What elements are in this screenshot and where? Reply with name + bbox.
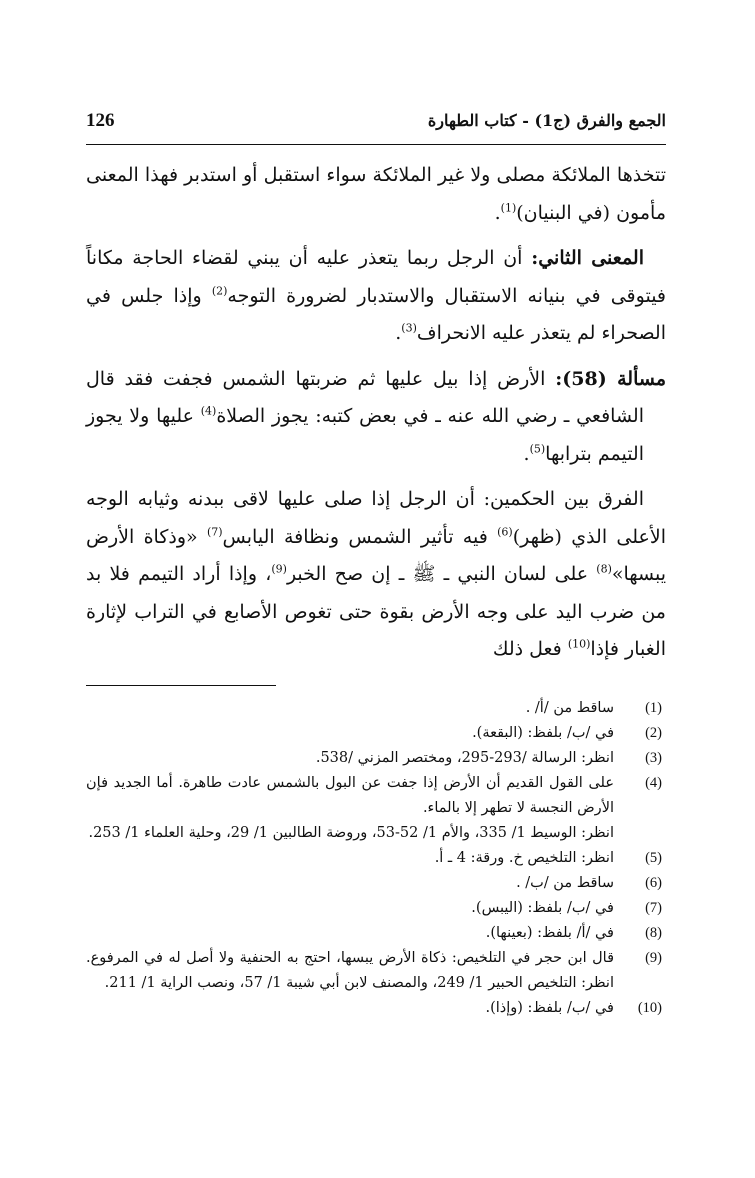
footnote-text: انظر: الوسيط 1/ 335، والأم 1/ 52-53، وروضة الطالبين 1/ 29، وحلية العلماء 1/ 253.	[88, 824, 614, 841]
footnote-item	[86, 771, 666, 846]
page-number: 126	[86, 110, 115, 131]
footnote-text: في /أ/ بلفظ: (بعينها).	[485, 924, 614, 941]
footnote-item	[86, 996, 666, 1021]
book-page	[86, 110, 666, 1021]
footnote-number: (3)	[645, 749, 662, 766]
main-text	[86, 157, 666, 669]
paragraph-3: مسألة (58): الأرض إذا بيل عليها ثم ضربتها الشمس فجفت فقد قال الشافعي ـ رضي الله عنه ـ في بعض كتبه: يجوز الصلاة$^{(4)}$ عليها ولا يجوز التيمم بترابها$^{(5)}$.	[86, 367, 667, 465]
footnote-ref-3[interactable]: (3)	[401, 321, 417, 335]
footnote-number: (10)	[637, 999, 662, 1016]
paragraph-lead: المعنى الثاني:	[531, 247, 644, 269]
footnote-item	[86, 846, 666, 871]
footnote-ref-5[interactable]: (5)	[529, 442, 546, 456]
footnote-item	[86, 696, 666, 721]
footnote-text: على القول القديم أن الأرض إذا جفت عن البول بالشمس عادت طاهرة. أما الجديد فإن الأرض النجسة لا تطهر إلا بالماء.	[86, 774, 614, 816]
footnote-ref-6[interactable]: (6)	[497, 525, 513, 539]
footnote-item	[86, 746, 666, 771]
header-title: الجمع والفرق (ج1) - كتاب الطهارة	[427, 111, 666, 130]
footnote-item	[86, 896, 666, 921]
footnote-item	[86, 946, 666, 996]
footnote-text: في /ب/ بلفظ: (البقعة).	[472, 724, 614, 741]
footnote-separator	[86, 685, 276, 686]
footnote-number: (8)	[645, 924, 662, 941]
footnote-text: في /ب/ بلفظ: (وإذا).	[485, 999, 614, 1016]
running-header	[86, 110, 666, 145]
paragraph-2: المعنى الثاني: أن الرجل ربما يتعذر عليه أن يبني لقضاء الحاجة مكاناً فيتوقى في بنيانه الاستقبال والاستدبار لضرورة التوجه$^{(2)}$ وإذا جلس في الصحراء لم يتعذر عليه الانحراف$^{(3)}$.	[86, 247, 667, 344]
footnote-number: (5)	[645, 849, 662, 866]
footnote-number: (7)	[645, 899, 662, 916]
footnote-number: (1)	[645, 699, 662, 716]
footnote-ref-2[interactable]: (2)	[211, 284, 228, 298]
paragraph-1: تتخذها الملائكة مصلى ولا غير الملائكة سواء استقبل أو استدبر فهذا المعنى مأمون (في البنيان)$^{(1)}$.	[86, 164, 666, 224]
footnote-text: ساقط من /أ/ .	[525, 699, 614, 716]
footnote-number: (9)	[645, 949, 662, 966]
footnote-item	[86, 721, 666, 746]
paragraph-4: الفرق بين الحكمين: أن الرجل إذا صلى عليها لاقى ببدنه وثيابه الوجه الأعلى الذي (ظهر)$^{(6)}$ فيه تأثير الشمس ونظافة اليابس$^{(7)}$ «وذكاة الأرض يبسها»$^{(8)}$ على لسان النبي ـ ﷺ ـ إن صح الخبر$^{(9)}$، وإذا أراد التيمم فلا بد من ضرب اليد على وجه الأرض بقوة حتى تغوص الأصابع في التراب لإثارة الغبار فإذا$^{(10)}$ فعل ذلك	[86, 488, 667, 660]
footnote-number: (6)	[645, 874, 662, 891]
footnote-text: انظر: التلخيص خ. ورقة: 4 ـ أ.	[434, 849, 614, 866]
footnote-ref-9[interactable]: (9)	[271, 562, 287, 576]
footnotes	[86, 696, 666, 1021]
footnote-text: في /ب/ بلفظ: (اليبس).	[471, 899, 614, 916]
footnote-text: قال ابن حجر في التلخيص: ذكاة الأرض يبسها، احتج به الحنفية ولا أصل له في المرفوع. انظر: التلخيص الحبير 1/ 249، والمصنف لابن أبي شيبة 1/ 57، ونصب الراية 1/ 211.	[86, 949, 614, 991]
footnote-text: ساقط من /ب/ .	[516, 874, 614, 891]
footnote-ref-1[interactable]: (1)	[500, 201, 517, 215]
footnote-ref-4[interactable]: (4)	[200, 404, 217, 418]
footnote-item	[86, 921, 666, 946]
footnote-ref-8[interactable]: (8)	[596, 562, 612, 576]
footnote-item	[86, 871, 666, 896]
footnote-number: (4)	[645, 774, 662, 791]
footnote-ref-10[interactable]: (10)	[567, 637, 591, 651]
footnote-number: (2)	[645, 724, 662, 741]
footnote-text: انظر: الرسالة /293-295، ومختصر المزني /538.	[315, 749, 614, 766]
masala-heading: مسألة (58):	[555, 367, 667, 390]
footnote-ref-7[interactable]: (7)	[206, 525, 223, 539]
